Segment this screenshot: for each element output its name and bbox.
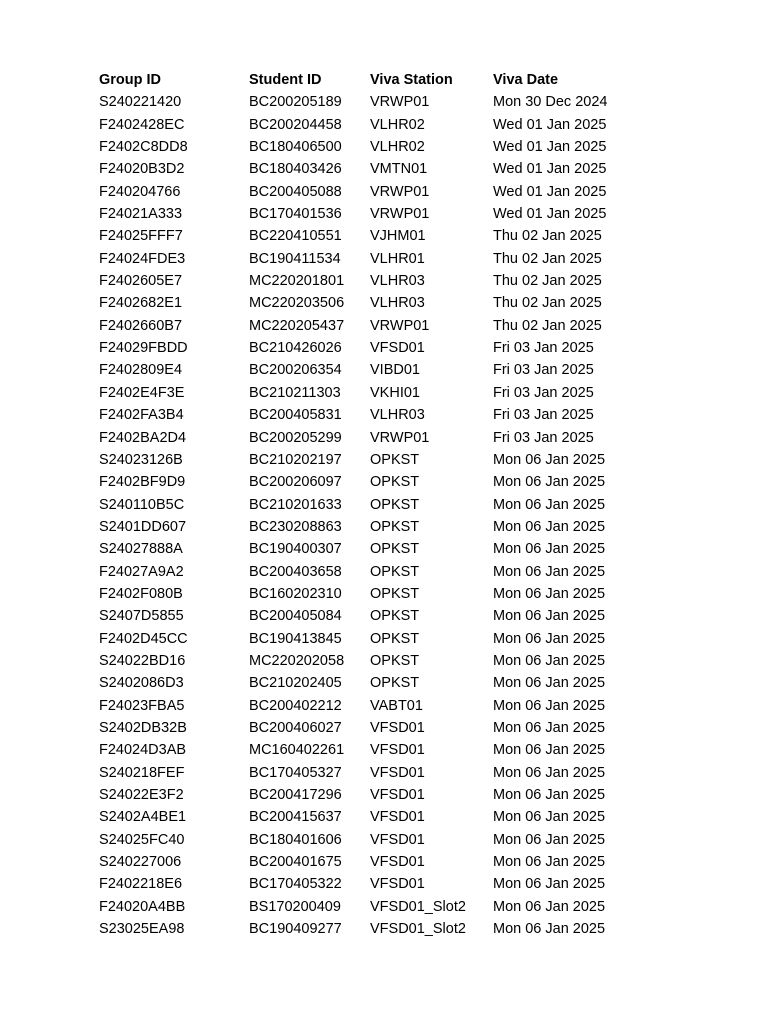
table-row xyxy=(99,538,633,560)
viva-station-cell: OPKST xyxy=(370,518,420,535)
table-row xyxy=(99,516,633,538)
viva-station-cell: OPKST xyxy=(370,541,420,558)
group-id-cell: F2402BF9D9 xyxy=(99,474,186,491)
student-id-cell: BC220410551 xyxy=(249,228,342,245)
viva-date-cell: Mon 06 Jan 2025 xyxy=(493,809,606,826)
viva-date-cell: Mon 06 Jan 2025 xyxy=(493,496,606,513)
student-id-cell: BC160202310 xyxy=(249,585,342,602)
group-id-cell: F24029FBDD xyxy=(99,340,188,357)
viva-date-cell: Fri 03 Jan 2025 xyxy=(493,340,594,357)
group-id-cell: F2402809E4 xyxy=(99,362,183,379)
viva-station-cell: VFSD01 xyxy=(370,340,425,357)
student-id-cell: BC180401606 xyxy=(249,831,342,848)
group-id-cell: F2402605E7 xyxy=(99,273,183,290)
group-id-cell: S240218FEF xyxy=(99,764,185,781)
viva-date-cell: Wed 01 Jan 2025 xyxy=(493,183,607,200)
viva-station-cell: VFSD01 xyxy=(370,876,425,893)
viva-station-cell: VLHR02 xyxy=(370,139,425,156)
student-id-cell: BC210202405 xyxy=(249,675,342,692)
viva-station-cell: VRWP01 xyxy=(370,206,430,223)
group-id-cell: F2402FA3B4 xyxy=(99,407,184,424)
group-id-cell: S240221420 xyxy=(99,94,182,111)
table-row xyxy=(99,203,633,225)
student-id-cell: BC200204458 xyxy=(249,116,342,133)
student-id-cell: BC200401675 xyxy=(249,854,342,871)
group-id-cell: F2402428EC xyxy=(99,116,185,133)
group-id-cell: S2402A4BE1 xyxy=(99,809,187,826)
group-id-cell: S2407D5855 xyxy=(99,608,184,625)
table-row xyxy=(99,918,633,940)
group-id-cell: F24027A9A2 xyxy=(99,563,184,580)
viva-station-cell: VLHR03 xyxy=(370,273,425,290)
group-id-cell: F24024FDE3 xyxy=(99,250,186,267)
table-body xyxy=(99,91,633,940)
viva-date-cell: Mon 06 Jan 2025 xyxy=(493,697,606,714)
viva-station-cell: VRWP01 xyxy=(370,94,430,111)
viva-station-cell: VLHR03 xyxy=(370,407,425,424)
viva-date-cell: Mon 06 Jan 2025 xyxy=(493,742,606,759)
viva-station-cell: VMTN01 xyxy=(370,161,428,178)
viva-station-cell: VFSD01 xyxy=(370,809,425,826)
viva-date-cell: Mon 06 Jan 2025 xyxy=(493,451,606,468)
viva-station-cell: VFSD01 xyxy=(370,831,425,848)
table-row xyxy=(99,896,633,918)
header-row xyxy=(99,69,633,91)
student-id-cell: BC190411534 xyxy=(249,250,341,267)
viva-date-cell: Mon 06 Jan 2025 xyxy=(493,787,606,803)
viva-date-cell: Mon 06 Jan 2025 xyxy=(493,652,606,669)
viva-station-cell: VKHI01 xyxy=(370,384,420,401)
viva-date-cell: Mon 06 Jan 2025 xyxy=(493,541,606,558)
viva-date-cell: Mon 06 Jan 2025 xyxy=(493,630,606,647)
viva-station-cell: VLHR01 xyxy=(370,250,425,267)
group-id-cell: F24025FFF7 xyxy=(99,228,183,245)
student-id-cell: BC180406500 xyxy=(249,139,342,156)
viva-date-cell: Mon 30 Dec 2024 xyxy=(493,94,608,111)
viva-date-cell: Mon 06 Jan 2025 xyxy=(493,474,606,491)
viva-date-cell: Wed 01 Jan 2025 xyxy=(493,139,607,156)
student-id-cell: MC220205437 xyxy=(249,317,345,334)
group-id-cell: F24020A4BB xyxy=(99,898,186,915)
viva-date-cell: Thu 02 Jan 2025 xyxy=(493,273,602,290)
viva-date-cell: Thu 02 Jan 2025 xyxy=(493,228,602,245)
viva-date-cell: Mon 06 Jan 2025 xyxy=(493,854,606,871)
viva-date-cell: Mon 06 Jan 2025 xyxy=(493,585,606,602)
student-id-cell: BC200417296 xyxy=(249,787,342,803)
group-id-cell: S2402DB32B xyxy=(99,719,187,736)
group-id-cell: F2402660B7 xyxy=(99,317,183,334)
table-row xyxy=(99,181,633,203)
header-viva-date: Viva Date xyxy=(493,72,559,88)
viva-station-cell: VABT01 xyxy=(370,697,423,714)
table-row xyxy=(99,762,633,784)
group-id-cell: F24021A333 xyxy=(99,206,183,223)
group-id-cell: F2402F080B xyxy=(99,585,183,602)
viva-station-cell: OPKST xyxy=(370,563,420,580)
table-row xyxy=(99,449,633,471)
student-id-cell: MC220203506 xyxy=(249,295,345,312)
viva-date-cell: Mon 06 Jan 2025 xyxy=(493,831,606,848)
viva-date-cell: Wed 01 Jan 2025 xyxy=(493,116,607,133)
student-id-cell: BS170200409 xyxy=(249,898,341,915)
table-row xyxy=(99,225,633,247)
table-row xyxy=(99,717,633,739)
viva-date-cell: Mon 06 Jan 2025 xyxy=(493,921,606,938)
student-id-cell: MC220201801 xyxy=(249,273,345,290)
viva-date-cell: Mon 06 Jan 2025 xyxy=(493,518,606,535)
student-id-cell: BC190400307 xyxy=(249,541,342,558)
viva-date-cell: Mon 06 Jan 2025 xyxy=(493,876,606,893)
viva-date-cell: Thu 02 Jan 2025 xyxy=(493,317,602,334)
viva-date-cell: Fri 03 Jan 2025 xyxy=(493,407,594,424)
viva-station-cell: VFSD01_Slot2 xyxy=(370,921,466,938)
viva-station-cell: OPKST xyxy=(370,585,420,602)
table-row xyxy=(99,784,633,806)
table-row xyxy=(99,114,633,136)
student-id-cell: MC160402261 xyxy=(249,742,345,759)
table-row xyxy=(99,471,633,493)
viva-station-cell: VFSD01_Slot2 xyxy=(370,898,466,915)
header-viva-station: Viva Station xyxy=(370,72,453,88)
viva-date-cell: Fri 03 Jan 2025 xyxy=(493,362,594,379)
viva-schedule-sheet xyxy=(99,69,633,940)
table-row xyxy=(99,829,633,851)
table-row xyxy=(99,158,633,180)
viva-date-cell: Mon 06 Jan 2025 xyxy=(493,608,606,625)
group-id-cell: S24022BD16 xyxy=(99,652,186,669)
viva-station-cell: VFSD01 xyxy=(370,764,425,781)
table-row xyxy=(99,337,633,359)
viva-station-cell: VFSD01 xyxy=(370,787,425,803)
table-row xyxy=(99,136,633,158)
group-id-cell: S24025FC40 xyxy=(99,831,185,848)
student-id-cell: MC220202058 xyxy=(249,652,345,669)
group-id-cell: F2402E4F3E xyxy=(99,384,185,401)
viva-station-cell: VFSD01 xyxy=(370,854,425,871)
student-id-cell: BC200402212 xyxy=(249,697,342,714)
table-row xyxy=(99,494,633,516)
viva-date-cell: Wed 01 Jan 2025 xyxy=(493,161,607,178)
viva-date-cell: Wed 01 Jan 2025 xyxy=(493,206,607,223)
student-id-cell: BC170401536 xyxy=(249,206,342,223)
viva-station-cell: OPKST xyxy=(370,496,420,513)
viva-date-cell: Thu 02 Jan 2025 xyxy=(493,295,602,312)
student-id-cell: BC170405322 xyxy=(249,876,342,893)
viva-station-cell: VLHR02 xyxy=(370,116,425,133)
table-row xyxy=(99,292,633,314)
group-id-cell: F2402C8DD8 xyxy=(99,139,188,156)
student-id-cell: BC200205299 xyxy=(249,429,342,446)
viva-station-cell: VRWP01 xyxy=(370,183,430,200)
group-id-cell: S24027888A xyxy=(99,541,183,558)
group-id-cell: F2402218E6 xyxy=(99,876,183,893)
viva-date-cell: Fri 03 Jan 2025 xyxy=(493,429,594,446)
student-id-cell: BC180403426 xyxy=(249,161,342,178)
table-row xyxy=(99,605,633,627)
header-group-id: Group ID xyxy=(99,72,162,88)
student-id-cell: BC200206097 xyxy=(249,474,342,491)
student-id-cell: BC170405327 xyxy=(249,764,342,781)
table-row xyxy=(99,382,633,404)
viva-station-cell: OPKST xyxy=(370,630,420,647)
viva-station-cell: OPKST xyxy=(370,474,420,491)
table-header xyxy=(99,69,633,91)
group-id-cell: F2402D45CC xyxy=(99,630,188,647)
table-row xyxy=(99,427,633,449)
viva-station-cell: VFSD01 xyxy=(370,719,425,736)
student-id-cell: BC200405088 xyxy=(249,183,342,200)
viva-station-cell: VLHR03 xyxy=(370,295,425,312)
table-row xyxy=(99,404,633,426)
table-row xyxy=(99,739,633,761)
viva-date-cell: Thu 02 Jan 2025 xyxy=(493,250,602,267)
table-row xyxy=(99,315,633,337)
group-id-cell: S24022E3F2 xyxy=(99,787,184,803)
viva-station-cell: VRWP01 xyxy=(370,317,430,334)
group-id-cell: F2402BA2D4 xyxy=(99,429,187,446)
student-id-cell: BC190413845 xyxy=(249,630,342,647)
group-id-cell: S24023126B xyxy=(99,451,183,468)
viva-station-cell: OPKST xyxy=(370,451,420,468)
student-id-cell: BC200406027 xyxy=(249,719,342,736)
table-row xyxy=(99,270,633,292)
student-id-cell: BC230208863 xyxy=(249,518,342,535)
group-id-cell: S23025EA98 xyxy=(99,921,185,938)
viva-station-cell: VFSD01 xyxy=(370,742,425,759)
viva-station-cell: OPKST xyxy=(370,675,420,692)
table-row xyxy=(99,806,633,828)
table-row xyxy=(99,561,633,583)
group-id-cell: F2402682E1 xyxy=(99,295,183,312)
table-row xyxy=(99,873,633,895)
viva-date-cell: Mon 06 Jan 2025 xyxy=(493,719,606,736)
student-id-cell: BC210201633 xyxy=(249,496,342,513)
table-row xyxy=(99,359,633,381)
student-id-cell: BC200205189 xyxy=(249,94,342,111)
student-id-cell: BC200206354 xyxy=(249,362,342,379)
group-id-cell: S2401DD607 xyxy=(99,518,187,535)
student-id-cell: BC190409277 xyxy=(249,921,342,938)
student-id-cell: BC210211303 xyxy=(249,384,341,401)
viva-date-cell: Mon 06 Jan 2025 xyxy=(493,563,606,580)
group-id-cell: S2402086D3 xyxy=(99,675,184,692)
group-id-cell: S240227006 xyxy=(99,854,182,871)
viva-station-cell: VIBD01 xyxy=(370,362,420,379)
group-id-cell: F24024D3AB xyxy=(99,742,187,759)
student-id-cell: BC210426026 xyxy=(249,340,342,357)
table-row xyxy=(99,672,633,694)
student-id-cell: BC200405084 xyxy=(249,608,342,625)
header-student-id: Student ID xyxy=(249,72,322,88)
table-row xyxy=(99,91,633,113)
group-id-cell: F24023FBA5 xyxy=(99,697,185,714)
table-row xyxy=(99,583,633,605)
table-row xyxy=(99,628,633,650)
viva-station-cell: VJHM01 xyxy=(370,228,426,245)
student-id-cell: BC200415637 xyxy=(249,809,342,826)
viva-date-cell: Mon 06 Jan 2025 xyxy=(493,675,606,692)
viva-station-cell: VRWP01 xyxy=(370,429,430,446)
viva-date-cell: Fri 03 Jan 2025 xyxy=(493,384,594,401)
group-id-cell: F240204766 xyxy=(99,183,181,200)
student-id-cell: BC210202197 xyxy=(249,451,342,468)
viva-date-cell: Mon 06 Jan 2025 xyxy=(493,898,606,915)
group-id-cell: S240110B5C xyxy=(99,496,185,513)
viva-schedule-table xyxy=(99,69,633,940)
viva-station-cell: OPKST xyxy=(370,652,420,669)
viva-station-cell: OPKST xyxy=(370,608,420,625)
table-row xyxy=(99,851,633,873)
table-row xyxy=(99,695,633,717)
table-row xyxy=(99,248,633,270)
student-id-cell: BC200405831 xyxy=(249,407,342,424)
student-id-cell: BC200403658 xyxy=(249,563,342,580)
viva-date-cell: Mon 06 Jan 2025 xyxy=(493,764,606,781)
table-row xyxy=(99,650,633,672)
group-id-cell: F24020B3D2 xyxy=(99,161,185,178)
